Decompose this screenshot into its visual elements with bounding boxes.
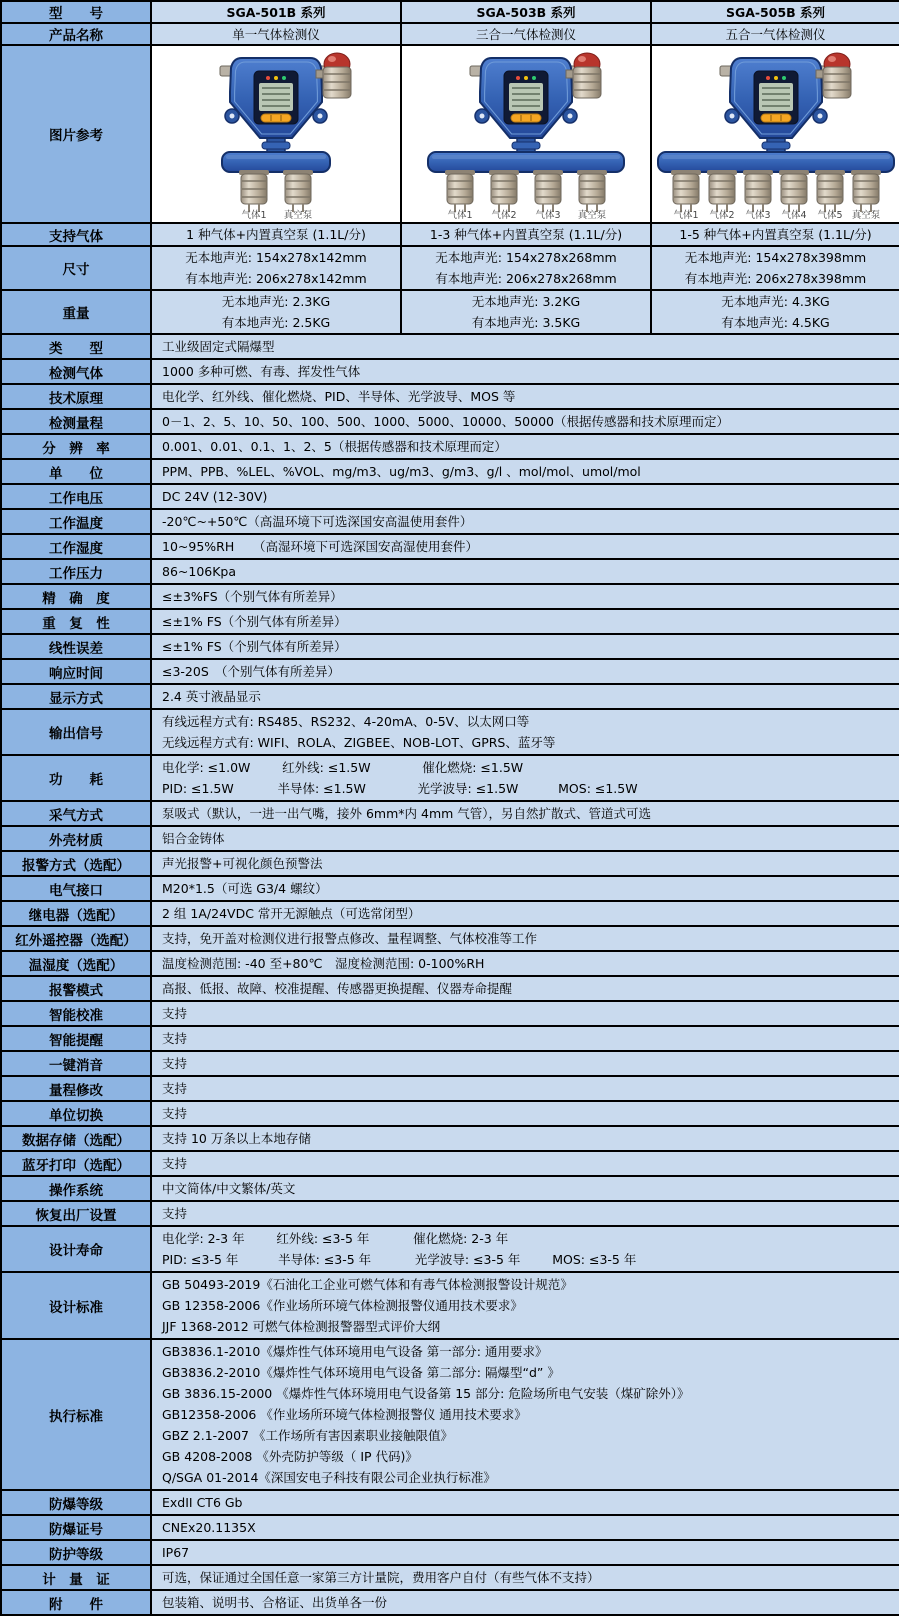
spec-line: ≤3-20S （个别气体有所差异） <box>162 664 341 679</box>
row-label: 工作压力 <box>1 559 151 584</box>
row-label: 工作电压 <box>1 484 151 509</box>
spec-line: 2.4 英寸液晶显示 <box>162 689 261 704</box>
spec-value <box>151 1565 899 1590</box>
spec-line: 有本地声光: 206x278x398mm <box>684 271 867 286</box>
spec-line: GB 50493-2019《石油化工企业可燃气体和有毒气体检测报警设计规范》 <box>162 1277 573 1292</box>
spec-value <box>151 634 899 659</box>
spec-row <box>1 459 899 484</box>
row-label: 量程修改 <box>1 1076 151 1101</box>
row-label: 智能校准 <box>1 1001 151 1026</box>
spec-line: 可选，保证通过全国任意一家第三方计量院，费用客户自付（有些气体不支持） <box>162 1570 600 1585</box>
spec-line: -20℃~+50℃（高温环境下可选深国安高温使用套件） <box>162 514 473 529</box>
row-label: 执行标准 <box>1 1339 151 1490</box>
spec-line: 有线远程方式有: RS485、RS232、4-20mA、0-5V、以太网口等 <box>162 714 530 729</box>
spec-row <box>1 609 899 634</box>
row-label: 检测量程 <box>1 409 151 434</box>
spec-line: 无本地声光: 4.3KG <box>721 294 830 309</box>
spec-line: 温度检测范围: -40 至+80℃ 湿度检测范围: 0-100%RH <box>162 956 485 971</box>
row-label: 功 耗 <box>1 755 151 801</box>
spec-line: 支持 <box>162 1006 188 1021</box>
row-label: 继电器（选配） <box>1 901 151 926</box>
spec-line: 1 种气体+内置真空泵 (1.1L/分) <box>186 227 366 242</box>
sensor-label: 真空泵 <box>283 210 313 221</box>
row-label: 图片参考 <box>1 45 151 223</box>
spec-row <box>1 384 899 409</box>
spec-value <box>151 246 401 290</box>
spec-value <box>151 659 899 684</box>
row-label: 蓝牙打印（选配） <box>1 1151 151 1176</box>
spec-row <box>1 290 899 334</box>
spec-line: 支持，免开盖对检测仪进行报警点修改、量程调整、气体校准等工作 <box>162 931 538 946</box>
spec-row <box>1 826 899 851</box>
spec-line: 工业级固定式隔爆型 <box>162 339 275 354</box>
spec-line: 无线远程方式有: WIFI、ROLA、ZIGBEE、NOB-LOT、GPRS、蓝牙等 <box>162 735 556 750</box>
model-row <box>1 1 899 23</box>
spec-line: CNEx20.1135X <box>162 1520 256 1535</box>
row-label: 报警方式（选配） <box>1 851 151 876</box>
spec-row <box>1 1201 899 1226</box>
spec-row <box>1 755 899 801</box>
spec-line: 泵吸式（默认，一进一出气嘴，接外 6mm*内 4mm 气管），另自然扩散式、管道式可选 <box>162 806 652 821</box>
spec-row <box>1 976 899 1001</box>
spec-row <box>1 1515 899 1540</box>
spec-value <box>151 1272 899 1339</box>
spec-line: JJF 1368-2012 可燃气体检测报警器型式评价大纲 <box>162 1319 441 1334</box>
spec-value <box>401 246 651 290</box>
spec-line: GB3836.1-2010《爆炸性气体环境用电气设备 第一部分: 通用要求》 <box>162 1344 548 1359</box>
sensor-label: 气体1 <box>241 210 267 221</box>
spec-value <box>151 559 899 584</box>
product-row <box>1 23 899 45</box>
spec-line: 支持 <box>162 1156 188 1171</box>
sensor-label: 气体1 <box>672 210 699 221</box>
spec-row <box>1 1026 899 1051</box>
model-name: SGA-503B 系列 <box>401 1 651 23</box>
spec-value <box>401 223 651 246</box>
row-label: 工作温度 <box>1 509 151 534</box>
spec-row <box>1 1101 899 1126</box>
spec-value <box>151 334 899 359</box>
spec-row <box>1 1126 899 1151</box>
spec-line: 2 组 1A/24VDC 常开无源触点（可选常闭型） <box>162 906 421 921</box>
row-label: 智能提醒 <box>1 1026 151 1051</box>
row-label: 数据存储（选配） <box>1 1126 151 1151</box>
gas-detector-illustration <box>154 46 398 222</box>
spec-line: GBZ 2.1-2007 《工作场所有害因素职业接触限值》 <box>162 1428 453 1443</box>
spec-row <box>1 801 899 826</box>
row-label: 一键消音 <box>1 1051 151 1076</box>
sensor-label: 气体1 <box>447 210 473 221</box>
spec-line: GB12358-2006 《作业场所环境气体检测报警仪 通用技术要求》 <box>162 1407 527 1422</box>
spec-line: 支持 <box>162 1081 188 1096</box>
row-label: 附 件 <box>1 1590 151 1615</box>
row-label: 外壳材质 <box>1 826 151 851</box>
spec-line: IP67 <box>162 1545 190 1560</box>
spec-value <box>151 290 401 334</box>
row-label: 防爆等级 <box>1 1490 151 1515</box>
spec-value <box>151 509 899 534</box>
spec-line: 无本地声光: 2.3KG <box>221 294 331 309</box>
sensor-label: 气体2 <box>491 210 517 221</box>
spec-value <box>151 1051 899 1076</box>
spec-value <box>151 584 899 609</box>
spec-line: 电化学: ≤1.0W 红外线: ≤1.5W 催化燃烧: ≤1.5W <box>162 760 524 775</box>
spec-row <box>1 876 899 901</box>
spec-value <box>151 1515 899 1540</box>
spec-value <box>151 684 899 709</box>
product-name: 五合一气体检测仪 <box>651 23 899 45</box>
spec-row <box>1 334 899 359</box>
spec-row <box>1 1540 899 1565</box>
row-label: 产品名称 <box>1 23 151 45</box>
spec-line: Q/SGA 01-2014《深国安电子科技有限公司企业执行标准》 <box>162 1470 496 1485</box>
spec-line: ≤±3%FS（个别气体有所差异） <box>162 589 343 604</box>
spec-value <box>151 755 899 801</box>
spec-value <box>151 1026 899 1051</box>
spec-value <box>151 384 899 409</box>
spec-value <box>151 926 899 951</box>
spec-value <box>151 1101 899 1126</box>
row-label: 显示方式 <box>1 684 151 709</box>
row-label: 温湿度（选配） <box>1 951 151 976</box>
row-label: 类 型 <box>1 334 151 359</box>
spec-line: M20*1.5（可选 G3/4 螺纹） <box>162 881 328 896</box>
spec-row <box>1 534 899 559</box>
spec-row <box>1 559 899 584</box>
spec-value <box>151 1201 899 1226</box>
product-image <box>651 45 899 223</box>
spec-row <box>1 1339 899 1490</box>
spec-value <box>651 290 899 334</box>
row-label: 技术原理 <box>1 384 151 409</box>
spec-line: ExdII CT6 Gb <box>162 1495 243 1510</box>
gas-detector-illustration <box>654 46 898 222</box>
sensor-label: 真空泵 <box>577 210 607 221</box>
spec-line: GB 3836.15-2000 《爆炸性气体环境用电气设备第 15 部分: 危险场所电气安装（煤矿除外）》 <box>162 1386 690 1401</box>
spec-line: ≤±1% FS（个别气体有所差异） <box>162 639 347 654</box>
spec-value <box>151 534 899 559</box>
spec-line: 86~106Kpa <box>162 564 237 579</box>
row-label: 尺寸 <box>1 246 151 290</box>
sensor-label: 气体2 <box>708 210 735 221</box>
spec-row <box>1 1590 899 1615</box>
spec-value <box>151 609 899 634</box>
spec-value <box>651 246 899 290</box>
spec-row <box>1 709 899 755</box>
spec-row <box>1 634 899 659</box>
spec-row <box>1 1272 899 1339</box>
product-name: 三合一气体检测仪 <box>401 23 651 45</box>
spec-line: ≤±1% FS（个别气体有所差异） <box>162 614 347 629</box>
gas-detector-illustration <box>404 46 648 222</box>
spec-value <box>151 359 899 384</box>
spec-value <box>651 223 899 246</box>
row-label: 报警模式 <box>1 976 151 1001</box>
spec-line: 高报、低报、故障、校准提醒、传感器更换提醒、仪器寿命提醒 <box>162 981 513 996</box>
spec-row <box>1 926 899 951</box>
spec-line: 无本地声光: 154x278x268mm <box>435 250 617 265</box>
spec-row <box>1 509 899 534</box>
spec-row <box>1 1176 899 1201</box>
spec-row <box>1 951 899 976</box>
spec-row <box>1 851 899 876</box>
row-label: 恢复出厂设置 <box>1 1201 151 1226</box>
spec-row <box>1 901 899 926</box>
spec-value <box>401 290 651 334</box>
spec-value <box>151 1076 899 1101</box>
row-label: 工作湿度 <box>1 534 151 559</box>
spec-row <box>1 434 899 459</box>
row-label: 操作系统 <box>1 1176 151 1201</box>
product-image <box>401 45 651 223</box>
spec-value <box>151 951 899 976</box>
spec-value <box>151 484 899 509</box>
sensor-label: 气体4 <box>780 210 807 221</box>
row-label: 响应时间 <box>1 659 151 684</box>
spec-value <box>151 1176 899 1201</box>
sensor-label: 真空泵 <box>851 210 880 221</box>
spec-row <box>1 1226 899 1272</box>
row-label: 分 辨 率 <box>1 434 151 459</box>
spec-value <box>151 223 401 246</box>
row-label: 红外遥控器（选配） <box>1 926 151 951</box>
spec-row <box>1 684 899 709</box>
spec-row <box>1 1490 899 1515</box>
spec-line: 包装箱、说明书、合格证、出货单各一份 <box>162 1595 388 1610</box>
row-label: 采气方式 <box>1 801 151 826</box>
spec-value <box>151 1001 899 1026</box>
spec-value <box>151 1490 899 1515</box>
spec-line: 0.001、0.01、0.1、1、2、5（根据传感器和技术原理而定） <box>162 439 507 454</box>
spec-line: GB 12358-2006《作业场所环境气体检测报警仪通用技术要求》 <box>162 1298 523 1313</box>
row-label: 电气接口 <box>1 876 151 901</box>
spec-row <box>1 246 899 290</box>
row-label: 设计寿命 <box>1 1226 151 1272</box>
spec-row <box>1 484 899 509</box>
model-name: SGA-505B 系列 <box>651 1 899 23</box>
product-name: 单一气体检测仪 <box>151 23 401 45</box>
spec-value <box>151 851 899 876</box>
spec-row <box>1 359 899 384</box>
row-label: 重量 <box>1 290 151 334</box>
product-image <box>151 45 401 223</box>
spec-line: 中文简体/中文繁体/英文 <box>162 1181 296 1196</box>
row-label: 单位切换 <box>1 1101 151 1126</box>
spec-line: 电化学、红外线、催化燃烧、PID、半导体、光学波导、MOS 等 <box>162 389 516 404</box>
row-label: 检测气体 <box>1 359 151 384</box>
spec-row <box>1 659 899 684</box>
spec-value <box>151 1590 899 1615</box>
spec-line: 有本地声光: 2.5KG <box>221 315 331 330</box>
spec-line: 1000 多种可燃、有毒、挥发性气体 <box>162 364 361 379</box>
spec-row <box>1 1051 899 1076</box>
spec-value <box>151 1540 899 1565</box>
sensor-label: 气体5 <box>816 210 843 221</box>
spec-line: PID: ≤3-5 年 半导体: ≤3-5 年 光学波导: ≤3-5 年 MOS: ≤3-5 年 <box>162 1252 637 1267</box>
spec-line: PPM、PPB、%LEL、%VOL、mg/m3、ug/m3、g/m3、g/l 、mol/mol、umol/mol <box>162 464 641 479</box>
spec-line: 支持 <box>162 1031 188 1046</box>
spec-row <box>1 1076 899 1101</box>
spec-line: 电化学: 2-3 年 红外线: ≤3-5 年 催化燃烧: 2-3 年 <box>162 1231 509 1246</box>
spec-line: PID: ≤1.5W 半导体: ≤1.5W 光学波导: ≤1.5W MOS: ≤1.5W <box>162 781 638 796</box>
row-label: 重 复 性 <box>1 609 151 634</box>
spec-line: 声光报警+可视化颜色预警法 <box>162 856 323 871</box>
spec-line: 有本地声光: 3.5KG <box>471 315 581 330</box>
spec-line: 有本地声光: 206x278x268mm <box>435 271 617 286</box>
spec-row <box>1 1001 899 1026</box>
spec-line: 有本地声光: 206x278x142mm <box>185 271 367 286</box>
spec-line: 支持 10 万条以上本地存储 <box>162 1131 311 1146</box>
spec-line: 0－1、2、5、10、50、100、500、1000、5000、10000、50000（根据传感器和技术原理而定） <box>162 414 729 429</box>
spec-value <box>151 1126 899 1151</box>
spec-row <box>1 584 899 609</box>
spec-row <box>1 1151 899 1176</box>
sensor-label: 气体3 <box>535 210 561 221</box>
row-label: 防护等级 <box>1 1540 151 1565</box>
sensor-label: 气体3 <box>744 210 771 221</box>
row-label: 支持气体 <box>1 223 151 246</box>
spec-value <box>151 1226 899 1272</box>
spec-line: 无本地声光: 154x278x398mm <box>684 250 867 265</box>
spec-line: 1-5 种气体+内置真空泵 (1.1L/分) <box>679 227 872 242</box>
spec-line: 有本地声光: 4.5KG <box>721 315 830 330</box>
row-label: 计 量 证 <box>1 1565 151 1590</box>
spec-value <box>151 1339 899 1490</box>
spec-value <box>151 826 899 851</box>
row-label: 设计标准 <box>1 1272 151 1339</box>
row-label: 型 号 <box>1 1 151 23</box>
spec-line: GB3836.2-2010《爆炸性气体环境用电气设备 第二部分: 隔爆型“d” 》 <box>162 1365 560 1380</box>
spec-line: DC 24V (12-30V) <box>162 489 268 504</box>
row-label: 防爆证号 <box>1 1515 151 1540</box>
spec-row <box>1 409 899 434</box>
spec-line: 支持 <box>162 1106 188 1121</box>
spec-value <box>151 901 899 926</box>
spec-line: 支持 <box>162 1206 188 1221</box>
spec-value <box>151 459 899 484</box>
spec-table-body <box>1 1 899 1615</box>
spec-row <box>1 1565 899 1590</box>
spec-line: 铝合金铸体 <box>162 831 225 846</box>
spec-line: 无本地声光: 3.2KG <box>471 294 581 309</box>
spec-value <box>151 801 899 826</box>
spec-line: 支持 <box>162 1056 188 1071</box>
spec-value <box>151 409 899 434</box>
model-name: SGA-501B 系列 <box>151 1 401 23</box>
spec-line: 1-3 种气体+内置真空泵 (1.1L/分) <box>429 227 623 242</box>
spec-value <box>151 434 899 459</box>
spec-line: GB 4208-2008 《外壳防护等级（ IP 代码)》 <box>162 1449 418 1464</box>
row-label: 精 确 度 <box>1 584 151 609</box>
spec-value <box>151 976 899 1001</box>
spec-line: 无本地声光: 154x278x142mm <box>185 250 367 265</box>
row-label: 单 位 <box>1 459 151 484</box>
spec-value <box>151 1151 899 1176</box>
image-row <box>1 45 899 223</box>
row-label: 输出信号 <box>1 709 151 755</box>
spec-value <box>151 709 899 755</box>
spec-value <box>151 876 899 901</box>
row-label: 线性误差 <box>1 634 151 659</box>
spec-line: 10~95%RH （高湿环境下可选深国安高湿使用套件） <box>162 539 478 554</box>
spec-row <box>1 223 899 246</box>
